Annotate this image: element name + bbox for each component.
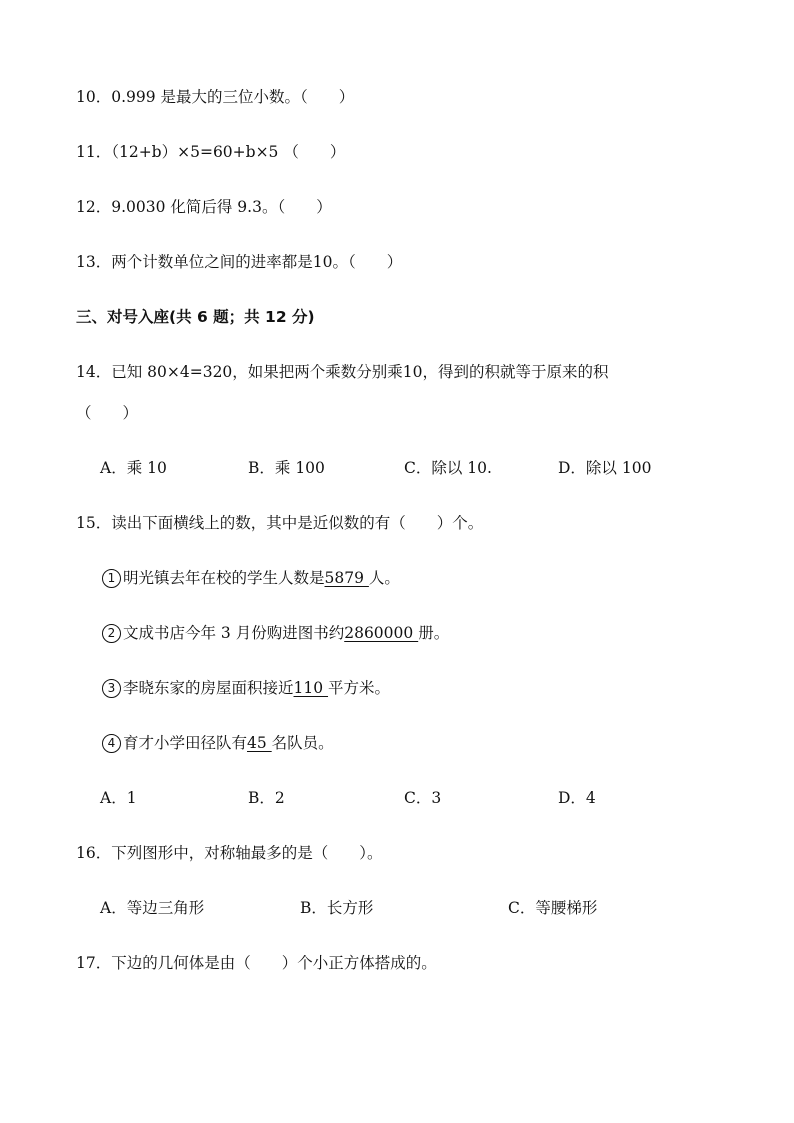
section-heading: 三、对号入座(共 6 题；共 12 分) — [76, 308, 315, 326]
question-12: 12．9.0030 化简后得 9.3。（ ） — [76, 198, 332, 216]
q15-item-4-unit: 名队员。 — [271, 734, 334, 752]
q15-item-3-text: 李晓东家的房屋面积接近 — [123, 679, 294, 697]
q15-item-3 — [102, 677, 390, 699]
question-16-stem: 16．下列图形中，对称轴最多的是（ ）。 — [76, 844, 383, 862]
question-11: 11．（12+b）×5=60+b×5 （ ） — [76, 143, 346, 161]
q15-item-2 — [102, 622, 449, 644]
question-14-paren: （ ） — [76, 404, 139, 422]
q15-option-b: B．2 — [248, 789, 285, 807]
q16-option-a: A．等边三角形 — [100, 899, 205, 917]
q14-option-d: D．除以 100 — [558, 459, 652, 477]
q15-item-1-unit: 人。 — [368, 569, 400, 587]
q15-option-a: A．1 — [100, 789, 137, 807]
question-14-stem: 14．已知 80×4=320，如果把两个乘数分别乘10，得到的积就等于原来的积 — [76, 363, 609, 381]
question-15-stem: 15．读出下面横线上的数，其中是近似数的有（ ）个。 — [76, 514, 484, 532]
q16-option-b: B．长方形 — [300, 899, 374, 917]
q14-option-c: C．除以 10. — [404, 459, 492, 477]
q15-item-3-number: 110 — [293, 679, 329, 697]
q14-option-a: A．乘 10 — [100, 459, 167, 477]
question-17-stem: 17．下边的几何体是由（ ）个小正方体搭成的。 — [76, 954, 437, 972]
q15-item-2-number: 2860000 — [344, 624, 419, 642]
q15-item-4-number: 45 — [247, 734, 272, 752]
q14-option-b: B．乘 100 — [248, 459, 325, 477]
q15-item-2-text: 文成书店今年 3 月份购进图书约 — [123, 624, 345, 642]
q15-item-1-number: 5879 — [324, 569, 369, 587]
circled-number-1: 1 — [102, 569, 121, 588]
question-10: 10．0.999 是最大的三位小数。（ ） — [76, 88, 355, 106]
q15-item-1-text: 明光镇去年在校的学生人数是 — [123, 569, 325, 587]
q15-option-c: C．3 — [404, 789, 442, 807]
circled-number-2: 2 — [102, 624, 121, 643]
circled-number-3: 3 — [102, 679, 121, 698]
q16-option-c: C．等腰梯形 — [508, 899, 598, 917]
q15-item-2-unit: 册。 — [418, 624, 450, 642]
q15-option-d: D．4 — [558, 789, 596, 807]
q15-item-4-text: 育才小学田径队有 — [123, 734, 248, 752]
question-13: 13．两个计数单位之间的进率都是10。（ ） — [76, 253, 403, 271]
q15-item-1 — [102, 567, 400, 589]
q15-item-3-unit: 平方米。 — [328, 679, 391, 697]
circled-number-4: 4 — [102, 734, 121, 753]
q15-item-4 — [102, 732, 334, 754]
